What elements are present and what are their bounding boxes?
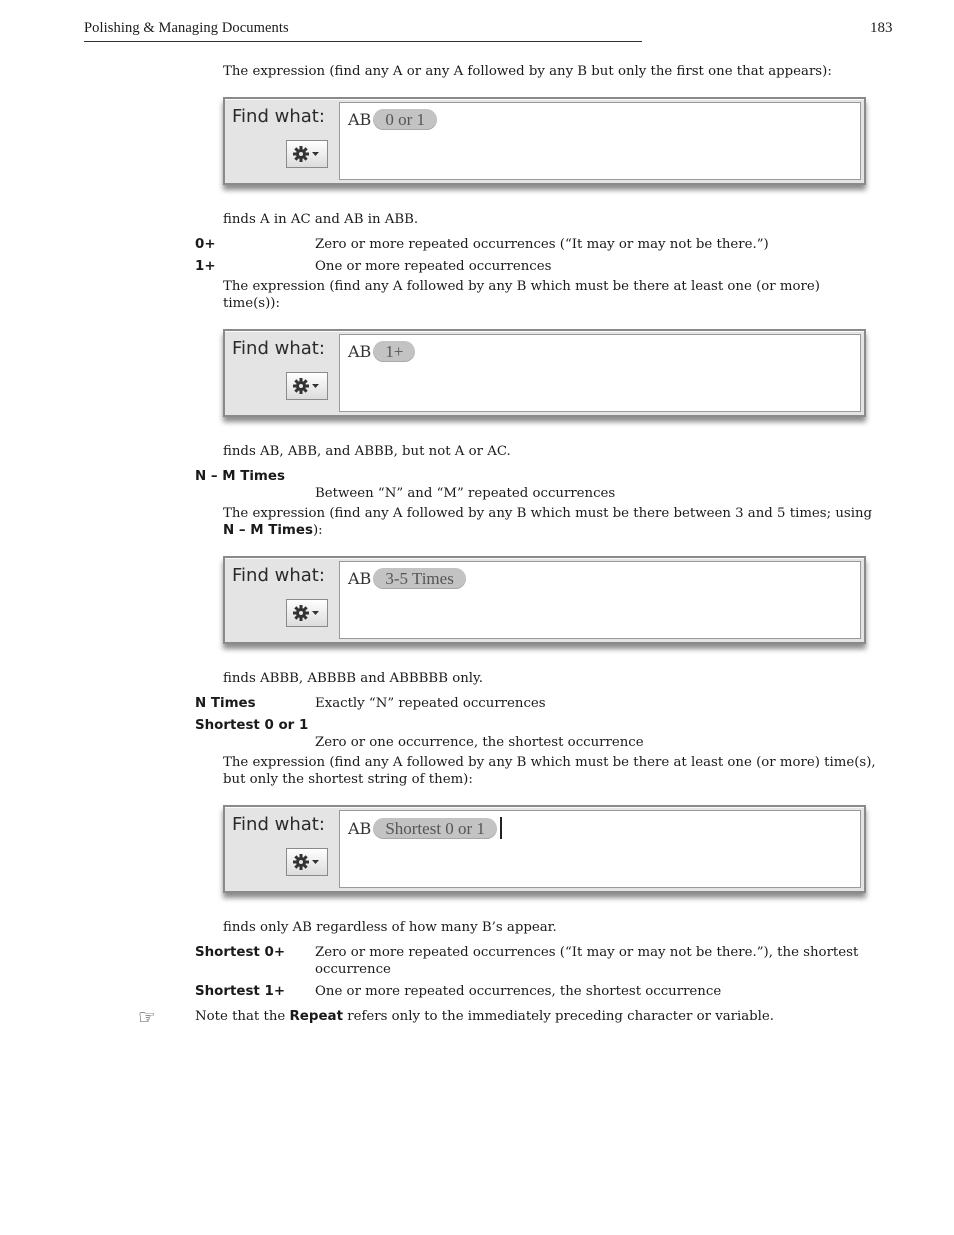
desc-n-times: Exactly “N” repeated occurrences [315,696,546,711]
gear-menu-button[interactable] [286,848,328,876]
desc-shortest-0plus-line2: occurrence [315,962,391,977]
desc-shortest-1plus: One or more repeated occurrences, the shortest occurrence [315,984,722,999]
result-0or1-text: finds A in AC and AB in ABB. [223,212,419,227]
find-what-input[interactable] [339,810,861,888]
term-n-m-times: N – M Times [195,469,285,484]
gear-icon [292,604,322,622]
find-what-input[interactable] [339,561,861,639]
repeat-token[interactable]: 1+ [373,341,415,362]
term-shortest-0plus: Shortest 0+ [195,945,286,960]
note-bold: Repeat [289,1009,343,1024]
running-header-title: Polishing & Managing Documents [84,20,289,36]
desc-1plus: One or more repeated occurrences [315,259,552,274]
find-what-panel [223,556,866,644]
term-1plus: 1+ [195,259,216,274]
find-what-panel [223,97,866,185]
result-1plus-text: finds AB, ABB, and ABBB, but not A or AC. [223,444,511,459]
find-what-label: Find what: [232,106,325,127]
text-caret [500,817,502,839]
result-shortest-text: finds only AB regardless of how many B’s appear. [223,920,557,935]
expr-shortest-line1: The expression (find any A followed by any B which must be there at least one (or more) time(s), [223,755,876,770]
gear-menu-button[interactable] [286,140,328,168]
expr-n-m-bold: N – M Times [223,523,313,538]
find-what-label: Find what: [232,814,325,835]
note-post: refers only to the immediately preceding character or variable. [343,1009,775,1024]
expr-shortest-line2: but only the shortest string of them): [223,772,473,787]
term-shortest-0or1: Shortest 0 or 1 [195,718,309,733]
find-what-label: Find what: [232,565,325,586]
desc-shortest-0or1: Zero or one occurrence, the shortest occurrence [315,735,644,750]
repeat-token[interactable]: Shortest 0 or 1 [373,818,497,839]
header-rule [84,41,642,42]
search-prefix: AB [348,110,372,129]
pointing-hand-icon: ☞ [138,1005,156,1029]
term-shortest-1plus: Shortest 1+ [195,984,286,999]
search-prefix: AB [348,569,372,588]
gear-icon [292,377,322,395]
desc-n-m-times: Between “N” and “M” repeated occurrences [315,486,616,501]
page-number: 183 [870,20,893,36]
find-what-input[interactable] [339,102,861,180]
intro-0or1-text: The expression (find any A or any A followed by any B but only the first one that appears): [223,64,832,79]
find-what-panel [223,329,866,417]
find-what-input[interactable] [339,334,861,412]
expr-n-m-line1: The expression (find any A followed by any B which must be there between 3 and 5 times; using [223,506,873,521]
find-what-label: Find what: [232,338,325,359]
desc-shortest-0plus-line1: Zero or more repeated occurrences (“It may or may not be there.”), the shortest [315,945,859,960]
search-prefix: AB [348,342,372,361]
gear-menu-button[interactable] [286,599,328,627]
repeat-token[interactable]: 3-5 Times [373,568,466,589]
find-what-panel [223,805,866,893]
gear-menu-button[interactable] [286,372,328,400]
expr-1plus-line1: The expression (find any A followed by any B which must be there at least one (or more) [223,279,820,294]
gear-icon [292,853,322,871]
search-prefix: AB [348,818,372,838]
expr-1plus-line2: time(s)): [223,296,280,311]
expr-n-m-line2 [223,522,323,539]
gear-icon [292,145,322,163]
expr-n-m-tail: ): [312,523,323,538]
term-0plus: 0+ [195,237,216,252]
repeat-token[interactable]: 0 or 1 [373,109,437,130]
desc-0plus: Zero or more repeated occurrences (“It may or may not be there.”) [315,237,769,252]
note-text [195,1008,774,1025]
note-pre: Note that the [195,1009,290,1024]
result-n-m-text: finds ABBB, ABBBB and ABBBBB only. [223,671,483,686]
term-n-times: N Times [195,696,256,711]
